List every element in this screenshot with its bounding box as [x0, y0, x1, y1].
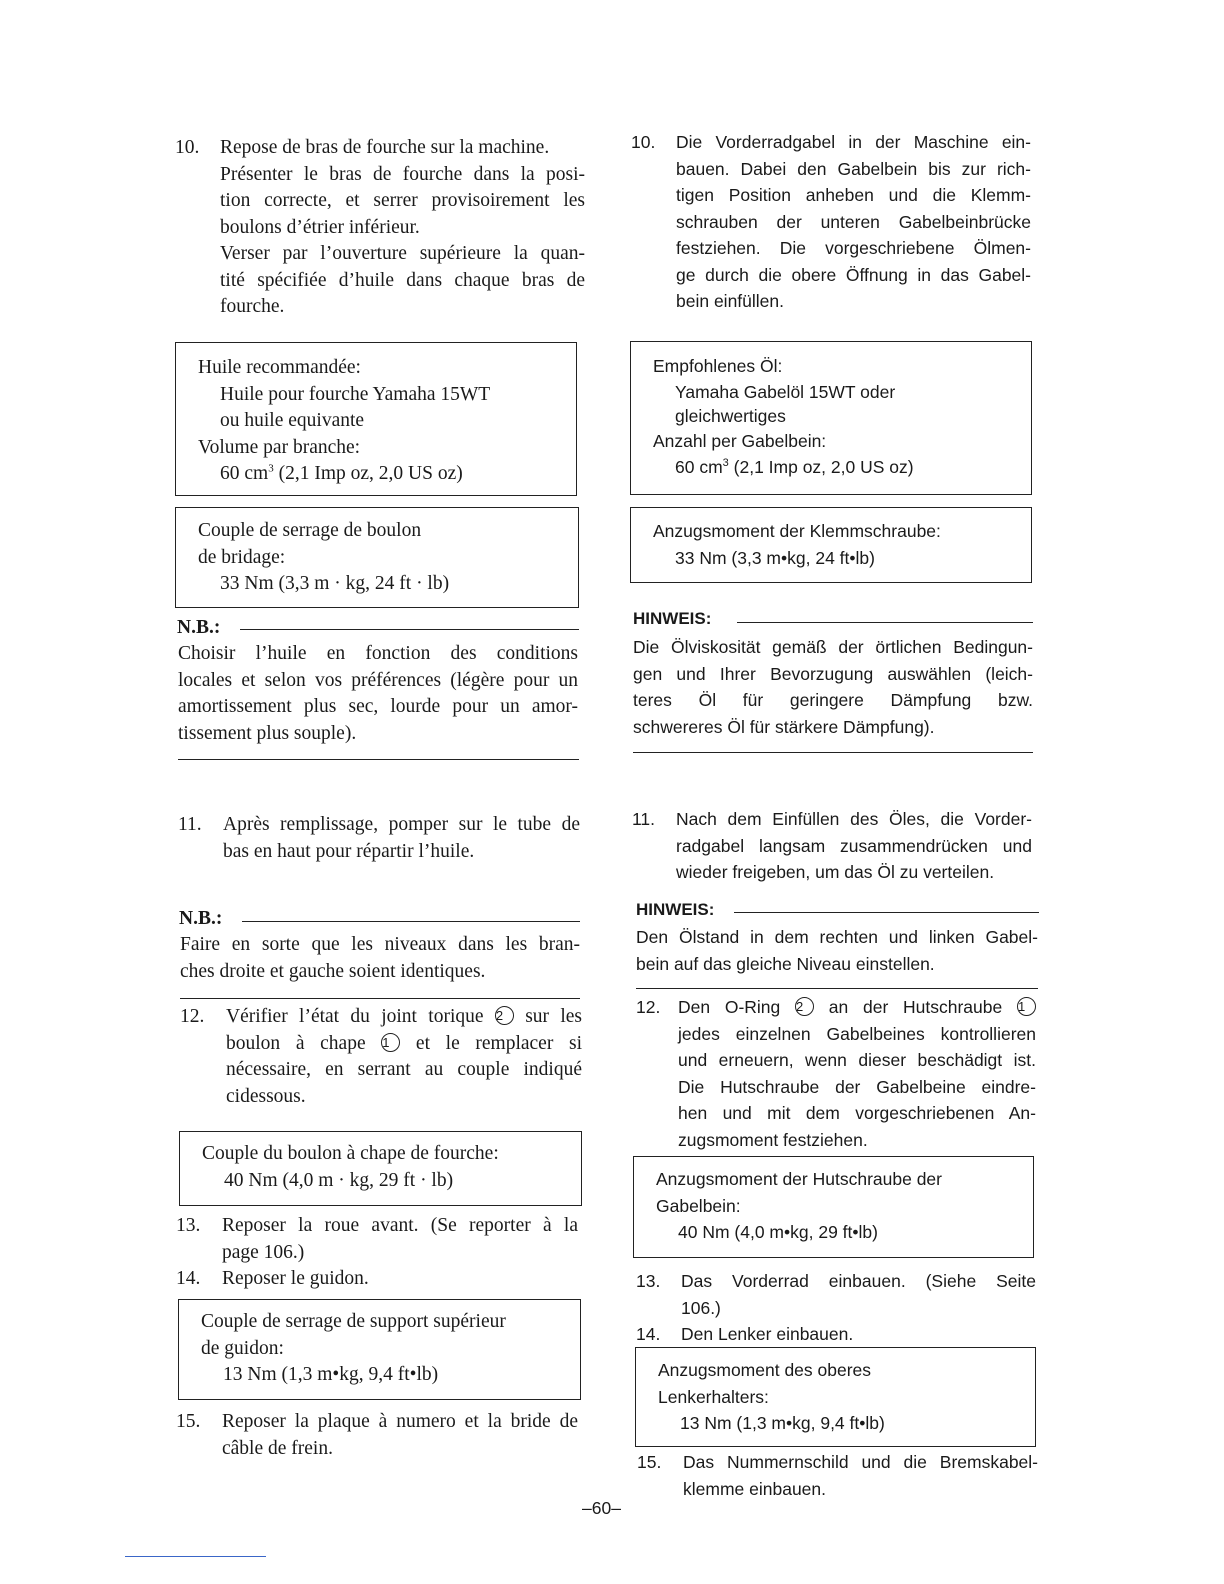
de-step-10-line: festziehen. Die vorgeschriebene Ölmen- — [676, 238, 1031, 258]
de-step-11-number: 11. — [632, 809, 656, 829]
de-note-2-label: HINWEIS: — [636, 900, 715, 919]
fr-step-11-line: bas en haut pour répartir l’huile. — [223, 840, 475, 862]
de-step-12 — [636, 994, 1036, 1153]
de-note-line: schwereres Öl für stärkere Dämpfung). — [633, 716, 935, 737]
fr-torque-label: de bridage: — [198, 546, 286, 568]
fr-step-10-line: fourche. — [220, 296, 285, 317]
de-step-10-line: schrauben der unteren Gabelbeinbrücke — [676, 211, 1031, 232]
de-note-1-rule — [737, 622, 1033, 623]
fr-step-12-line: nécessaire, en serrant au couple indiqué — [226, 1059, 582, 1080]
de-step-13-line: 106.) — [681, 1297, 721, 1318]
fr-step-15-line: Reposer la plaque à numero et la bride de — [222, 1411, 578, 1432]
de-step-15-line: Das Nummernschild und die Bremskabel- — [683, 1452, 1038, 1472]
fr-step-10-line: Repose de bras de fourche sur la machine. — [220, 137, 550, 158]
fr-step-12-line: cidessous. — [226, 1085, 306, 1107]
fr-step-12-line: boulon à chape 1 et le remplacer si — [226, 1032, 582, 1054]
fr-note-1-end-rule — [178, 759, 579, 760]
fr-torque-value: 33 Nm (3,3 m · kg, 24 ft · lb) — [220, 573, 450, 594]
fr-step-10-line: Verser par l’ouverture supérieure la quan- — [220, 243, 585, 264]
bottom-left-rule — [125, 1556, 266, 1557]
de-torque-value: 13 Nm (1,3 m•kg, 9,4 ft•lb) — [680, 1413, 885, 1433]
de-note-1-end-rule — [633, 752, 1033, 753]
callout-1-icon: 1 — [381, 1033, 400, 1052]
de-note-line: Die Ölviskosität gemäß der örtlichen Bedingun- — [633, 637, 1033, 657]
de-step-15 — [637, 1449, 1038, 1502]
fr-step-13-number: 13. — [176, 1215, 201, 1236]
de-oil-type: gleichwertiges — [675, 405, 786, 426]
de-step-10-line: ge durch die obere Öffnung in das Gabel- — [676, 264, 1031, 285]
fr-step-10-line: tion correcte, et serrer provisoirement les — [220, 190, 585, 211]
de-step-14-number: 14. — [636, 1324, 661, 1344]
de-step-10-number: 10. — [631, 132, 656, 152]
de-step-10-line: bauen. Dabei den Gabelbein bis zur rich- — [676, 158, 1031, 179]
de-note-line: teres Öl für geringere Dämpfung bzw. — [633, 690, 1033, 710]
fr-step-11 — [178, 812, 580, 865]
fr-oil-type: Huile pour fourche Yamaha 15WT — [220, 383, 491, 405]
de-step-10-line: Die Vorderradgabel in der Maschine ein- — [676, 132, 1031, 152]
fr-step-12 — [180, 1004, 582, 1110]
de-torque-label: Anzugsmoment der Klemmschraube: — [653, 521, 941, 541]
de-oil-volume-value: 60 $cm^3$ (2,1 Imp oz, 2,0 US oz) — [675, 457, 914, 477]
de-step-10-line: bein einfüllen. — [676, 291, 784, 311]
fr-note-line: Choisir l’huile en fonction des conditions — [178, 643, 578, 664]
de-step-11-line: radgabel langsam zusammendrücken und — [676, 835, 1032, 856]
de-step-13 — [636, 1268, 1036, 1321]
fr-recommended-oil-box — [175, 342, 577, 496]
de-oil-volume-label: Anzahl per Gabelbein: — [653, 430, 827, 451]
fr-oil-type: ou huile equivante — [220, 410, 365, 431]
de-torque-label: Lenkerhalters: — [658, 1386, 769, 1407]
fr-torque-value: 40 Nm (4,0 m · kg, 29 ft · lb) — [224, 1169, 454, 1191]
de-step-12-line: jedes einzelnen Gabelbeines kontrollieren — [678, 1023, 1036, 1044]
fr-step-10-line: boulons d’étrier inférieur. — [220, 216, 420, 238]
fr-torque-label: Couple de serrage de boulon — [198, 520, 422, 541]
callout-2-icon: 2 — [795, 997, 814, 1016]
page-number: –60– — [582, 1498, 621, 1518]
fr-step-10-number: 10. — [175, 137, 200, 158]
de-step-11-line: Nach dem Einfüllen des Öles, die Vorder- — [676, 809, 1032, 829]
de-oil-title: Empfohlenes Öl: — [653, 356, 783, 376]
fr-oil-title: Huile recommandée: — [198, 357, 361, 378]
fr-step-15-line: câble de frein. — [222, 1437, 333, 1459]
fr-step-14-line: Reposer le guidon. — [222, 1268, 369, 1289]
de-oil-type: Yamaha Gabelöl 15WT oder — [675, 381, 896, 402]
fr-step-14-number: 14. — [176, 1268, 201, 1289]
de-note-line: bein auf das gleiche Niveau einstellen. — [636, 953, 935, 974]
de-note-1-text — [633, 634, 1033, 740]
de-torque-value: 33 Nm (3,3 m•kg, 24 ft•lb) — [675, 547, 875, 568]
de-step-13-number: 13. — [636, 1271, 661, 1291]
fr-step-10-line: Présenter le bras de fourche dans la posi- — [220, 163, 585, 185]
fr-note-line: locales et selon vos préférences (légère pour un — [178, 669, 578, 691]
fr-note-2-rule — [242, 921, 580, 922]
fr-note-line: Faire en sorte que les niveaux dans les bran- — [180, 934, 580, 955]
fr-step-12-line: Vérifier l’état du joint torique 2 sur les — [226, 1006, 583, 1027]
de-note-2-rule — [734, 912, 1039, 913]
fr-note-1-label: N.B.: — [177, 617, 221, 638]
fr-step-13 — [176, 1213, 578, 1266]
de-torque-label: Gabelbein: — [656, 1195, 741, 1216]
fr-torque-label: Couple du boulon à chape de fourche: — [202, 1143, 499, 1164]
callout-2-icon: 2 — [495, 1006, 514, 1025]
fr-step-14 — [176, 1266, 578, 1293]
fr-step-10-line: tité spécifiée d’huile dans chaque bras de — [220, 269, 585, 291]
fr-step-12-number: 12. — [180, 1006, 205, 1027]
de-note-2-text — [636, 924, 1038, 977]
de-note-2-end-rule — [636, 988, 1038, 989]
fr-step-15 — [176, 1409, 578, 1462]
de-step-12-line: Den O-Ring 2 an der Hutschraube 1 — [678, 994, 1036, 1021]
fr-torque-box-cap-bolt — [179, 1131, 582, 1206]
fr-torque-label: Couple de serrage de support supérieur — [201, 1311, 506, 1332]
de-step-11 — [632, 806, 1032, 886]
de-step-12-line: hen und mit dem vorgeschriebenen An- — [678, 1103, 1036, 1123]
fr-step-11-number: 11. — [178, 814, 202, 835]
de-step-12-line: und erneuern, wenn dieser beschädigt ist. — [678, 1050, 1036, 1070]
fr-note-2-text — [180, 932, 580, 985]
fr-torque-box-handlebar — [178, 1299, 581, 1400]
fr-note-2-label: N.B.: — [179, 908, 223, 929]
fr-torque-value: 13 Nm (1,3 m•kg, 9,4 ft•lb) — [223, 1364, 439, 1385]
fr-step-10 — [175, 135, 585, 321]
de-step-11-line: wieder freigeben, um das Öl zu verteilen. — [676, 862, 995, 882]
de-recommended-oil-box — [630, 341, 1032, 495]
fr-note-line: ches droite et gauche soient identiques. — [180, 960, 486, 982]
fr-note-1-rule — [240, 629, 579, 630]
fr-note-line: amortissement plus sec, lourde pour un amor- — [178, 696, 578, 717]
de-step-10 — [631, 129, 1031, 315]
de-torque-box-clamp-bolt — [630, 507, 1032, 583]
de-torque-label: Anzugsmoment des oberes — [658, 1360, 872, 1380]
de-step-12-line: zugsmoment festziehen. — [678, 1129, 868, 1150]
de-note-line: gen und Ihrer Bevorzugung auswählen (leich- — [633, 663, 1033, 684]
fr-step-13-line: page 106.) — [222, 1241, 305, 1263]
de-step-12-number: 12. — [636, 997, 661, 1017]
de-torque-box-cap-bolt — [633, 1156, 1034, 1258]
fr-torque-box-clamp-bolt — [175, 507, 579, 608]
fr-torque-label: de guidon: — [201, 1337, 284, 1359]
de-note-1-label: HINWEIS: — [633, 609, 712, 628]
de-step-10-line: tigen Position anheben und die Klemm- — [676, 185, 1031, 205]
de-step-14-line: Den Lenker einbauen. — [681, 1324, 854, 1344]
de-step-12-line: Die Hutschraube der Gabelbeine eindre- — [678, 1076, 1036, 1097]
fr-note-1-text — [178, 641, 578, 747]
de-step-15-line: klemme einbauen. — [683, 1478, 826, 1499]
de-torque-box-handlebar — [635, 1347, 1036, 1447]
fr-step-13-line: Reposer la roue avant. (Se reporter à la — [222, 1215, 578, 1236]
fr-note-line: tissement plus souple). — [178, 722, 357, 744]
de-step-14 — [636, 1321, 1036, 1348]
fr-oil-volume-label: Volume par branche: — [198, 436, 361, 458]
de-torque-label: Anzugsmoment der Hutschraube der — [656, 1169, 942, 1189]
fr-note-2-end-rule — [180, 998, 580, 999]
callout-1-icon: 1 — [1017, 997, 1036, 1016]
fr-oil-volume-value: 60 $cm^3$ (2,1 Imp oz, 2,0 US oz) — [220, 462, 463, 484]
de-step-15-number: 15. — [637, 1452, 662, 1472]
de-step-13-line: Das Vorderrad einbauen. (Siehe Seite — [681, 1271, 1036, 1291]
de-note-line: Den Ölstand in dem rechten und linken Gabel- — [636, 927, 1038, 947]
de-torque-value: 40 Nm (4,0 m•kg, 29 ft•lb) — [678, 1222, 878, 1242]
fr-step-15-number: 15. — [176, 1411, 201, 1432]
fr-step-11-line: Après remplissage, pomper sur le tube de — [223, 814, 580, 835]
